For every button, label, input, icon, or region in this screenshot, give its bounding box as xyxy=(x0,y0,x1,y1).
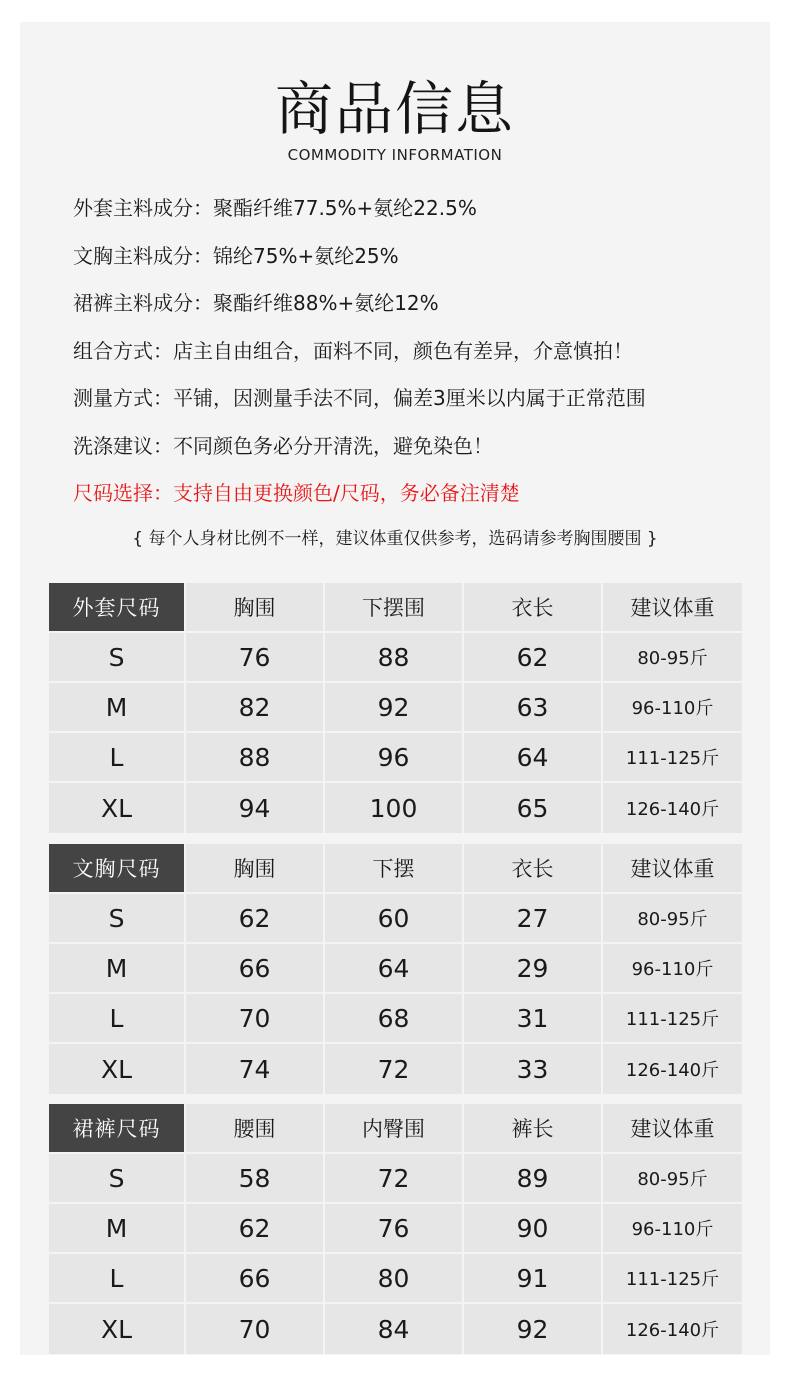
info-line-combination: 组合方式：店主自由组合，面料不同，颜色有差异，介意慎拍！ xyxy=(73,338,633,363)
table-cell: 80-95斤 xyxy=(603,894,742,944)
info-line-washing: 洗涤建议：不同颜色务必分开清洗，避免染色！ xyxy=(73,433,493,458)
table-header-cell: 内臀围 xyxy=(325,1104,464,1154)
size-label-cell: S xyxy=(49,633,186,683)
table-header-cell: 腰围 xyxy=(186,1104,325,1154)
table-header-cell: 裙裤尺码 xyxy=(49,1104,186,1154)
table-cell: 72 xyxy=(325,1154,464,1204)
table-cell: 65 xyxy=(464,783,603,833)
table-cell: 91 xyxy=(464,1254,603,1304)
size-label-cell: XL xyxy=(49,783,186,833)
table-header-cell: 文胸尺码 xyxy=(49,844,186,894)
table-cell: 126-140斤 xyxy=(603,1304,742,1354)
table-cell: 70 xyxy=(186,1304,325,1354)
skirt-size-table xyxy=(49,1104,742,1354)
table-header-cell: 建议体重 xyxy=(603,1104,742,1154)
table-cell: 68 xyxy=(325,994,464,1044)
table-cell: 80-95斤 xyxy=(603,1154,742,1204)
info-line-skirt-material: 裙裤主料成分：聚酯纤维88%+氨纶12% xyxy=(73,291,439,315)
table-header-cell: 衣长 xyxy=(464,583,603,633)
table-cell: 84 xyxy=(325,1304,464,1354)
table-cell: 90 xyxy=(464,1204,603,1254)
table-header-cell: 裤长 xyxy=(464,1104,603,1154)
info-line-measurement: 测量方式：平铺，因测量手法不同，偏差3厘米以内属于正常范围 xyxy=(73,386,646,410)
table-cell: 70 xyxy=(186,994,325,1044)
info-line-bra-material: 文胸主料成分：锦纶75%+氨纶25% xyxy=(73,243,399,268)
table-cell: 111-125斤 xyxy=(603,733,742,783)
table-header-cell: 衣长 xyxy=(464,844,603,894)
size-label-cell: S xyxy=(49,894,186,944)
table-cell: 27 xyxy=(464,894,603,944)
size-note: { 每个人身材比例不一样，建议体重仅供参考，选码请参考胸围腰围 } xyxy=(132,529,658,549)
size-label-cell: L xyxy=(49,733,186,783)
table-cell: 76 xyxy=(325,1204,464,1254)
product-info-list xyxy=(73,189,646,522)
table-header-cell: 下摆围 xyxy=(325,583,464,633)
table-cell: 80 xyxy=(325,1254,464,1304)
size-label-cell: L xyxy=(49,1254,186,1304)
table-cell: 96-110斤 xyxy=(603,944,742,994)
table-cell: 63 xyxy=(464,683,603,733)
table-cell: 66 xyxy=(186,944,325,994)
table-header-cell: 胸围 xyxy=(186,844,325,894)
table-cell: 76 xyxy=(186,633,325,683)
table-cell: 126-140斤 xyxy=(603,1044,742,1094)
table-cell: 94 xyxy=(186,783,325,833)
table-cell: 64 xyxy=(464,733,603,783)
size-label-cell: M xyxy=(49,944,186,994)
table-cell: 126-140斤 xyxy=(603,783,742,833)
table-cell: 62 xyxy=(186,894,325,944)
page-subtitle: COMMODITY INFORMATION xyxy=(287,146,503,164)
table-header-cell: 外套尺码 xyxy=(49,583,186,633)
table-cell: 111-125斤 xyxy=(603,1254,742,1304)
table-cell: 92 xyxy=(325,683,464,733)
table-header-cell: 下摆 xyxy=(325,844,464,894)
size-label-cell: S xyxy=(49,1154,186,1204)
table-cell: 31 xyxy=(464,994,603,1044)
table-cell: 111-125斤 xyxy=(603,994,742,1044)
jacket-size-table xyxy=(49,583,742,833)
table-cell: 100 xyxy=(325,783,464,833)
table-cell: 64 xyxy=(325,944,464,994)
table-cell: 60 xyxy=(325,894,464,944)
table-cell: 92 xyxy=(464,1304,603,1354)
table-cell: 29 xyxy=(464,944,603,994)
size-label-cell: XL xyxy=(49,1044,186,1094)
table-cell: 58 xyxy=(186,1154,325,1204)
table-cell: 89 xyxy=(464,1154,603,1204)
bra-size-table xyxy=(49,844,742,1094)
table-header-cell: 建议体重 xyxy=(603,583,742,633)
table-cell: 62 xyxy=(464,633,603,683)
table-cell: 33 xyxy=(464,1044,603,1094)
table-cell: 72 xyxy=(325,1044,464,1094)
info-line-jacket-material: 外套主料成分：聚酯纤维77.5%+氨纶22.5% xyxy=(73,196,477,220)
table-cell: 96 xyxy=(325,733,464,783)
table-header-cell: 胸围 xyxy=(186,583,325,633)
table-cell: 62 xyxy=(186,1204,325,1254)
table-cell: 88 xyxy=(325,633,464,683)
table-cell: 96-110斤 xyxy=(603,1204,742,1254)
table-cell: 82 xyxy=(186,683,325,733)
table-cell: 74 xyxy=(186,1044,325,1094)
table-cell: 96-110斤 xyxy=(603,683,742,733)
table-cell: 66 xyxy=(186,1254,325,1304)
size-label-cell: L xyxy=(49,994,186,1044)
size-label-cell: XL xyxy=(49,1304,186,1354)
size-label-cell: M xyxy=(49,1204,186,1254)
size-label-cell: M xyxy=(49,683,186,733)
table-cell: 80-95斤 xyxy=(603,633,742,683)
table-cell: 88 xyxy=(186,733,325,783)
info-line-size-selection: 尺码选择：支持自由更换颜色/尺码，务必备注清楚 xyxy=(73,481,520,505)
table-header-cell: 建议体重 xyxy=(603,844,742,894)
page-title: 商品信息 xyxy=(274,75,515,143)
